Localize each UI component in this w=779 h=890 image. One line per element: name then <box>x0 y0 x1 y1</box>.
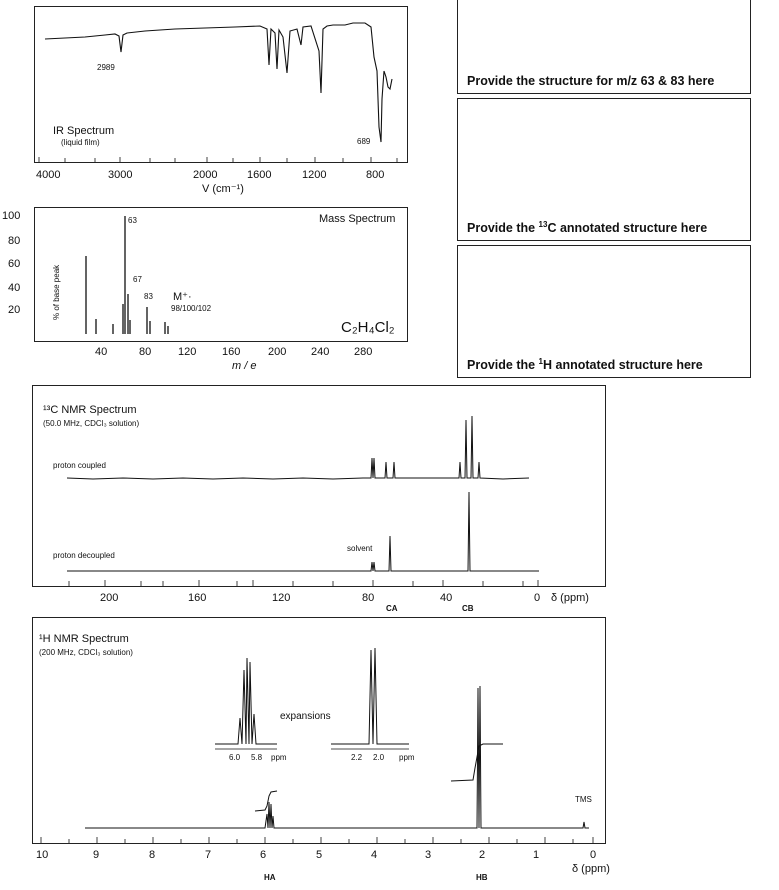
h1-expansion-1-trace <box>215 658 277 744</box>
h1-axis-unit: δ (ppm) <box>572 863 610 875</box>
c13-title: ¹³C NMR Spectrum <box>43 404 137 416</box>
c13-coupled-label: proton coupled <box>53 461 106 470</box>
ir-tick-1200: 1200 <box>302 169 327 181</box>
h1-tick-2: 2 <box>479 849 486 861</box>
mass-x-axis <box>0 340 420 374</box>
mass-formula: C₂H₄Cl₂ <box>341 319 395 336</box>
h1-tick-5: 5 <box>316 849 323 861</box>
mass-molecular-ion-masses: 98/100/102 <box>171 304 212 313</box>
h1-tick-3: 3 <box>425 849 432 861</box>
h1-ha-label: HA <box>264 873 276 882</box>
mass-xtick-200: 200 <box>268 346 287 358</box>
h1-tick-10: 10 <box>36 849 49 861</box>
mass-molecular-ion: M⁺· <box>173 291 192 303</box>
h1-nmr-panel <box>32 617 606 844</box>
ir-axis-label: V (cm⁻¹) <box>202 183 244 195</box>
c13-carbon-b: CB <box>462 604 474 613</box>
h1-tick-0: 0 <box>590 849 597 861</box>
ir-title: IR Spectrum <box>53 125 115 137</box>
h1-expansions-label: expansions <box>280 711 331 722</box>
mass-bars <box>86 216 168 334</box>
mass-xtick-160: 160 <box>222 346 241 358</box>
c13-tick-40: 40 <box>440 592 453 604</box>
mass-spectrum-panel <box>34 207 408 342</box>
mass-xtick-40: 40 <box>95 346 108 358</box>
answer-box-1h[interactable] <box>457 245 751 378</box>
ir-subtitle: (liquid film) <box>61 138 100 147</box>
ir-spectrum-panel <box>34 6 408 163</box>
mass-y-axis <box>0 205 36 325</box>
mass-spectrum-plot <box>35 208 407 341</box>
ir-tick-3000: 3000 <box>108 169 133 181</box>
h1-tick-1: 1 <box>533 849 540 861</box>
h1-exp1-tick-6.0: 6.0 <box>229 753 241 762</box>
h1-hb-label: HB <box>476 873 488 882</box>
answer-box-13c[interactable] <box>457 98 751 241</box>
h1-exp2-tick-ppm: ppm <box>399 753 415 762</box>
c13-decoupled-trace <box>67 492 539 571</box>
h1-exp2-tick-2.0: 2.0 <box>373 753 385 762</box>
answer-box-13c-label: Provide the $^{13}$C annotated structure here <box>467 219 708 235</box>
h1-tick-4: 4 <box>371 849 378 861</box>
ir-tick-800: 800 <box>366 169 385 181</box>
mass-xtick-80: 80 <box>139 346 152 358</box>
mass-xtick-280: 280 <box>354 346 373 358</box>
c13-carbon-a: CA <box>386 604 398 613</box>
mass-ytick-80: 80 <box>8 235 21 247</box>
h1-title: ¹H NMR Spectrum <box>39 633 129 645</box>
ir-tick-4000: 4000 <box>36 169 61 181</box>
c13-axis-unit: δ (ppm) <box>551 592 589 604</box>
mass-ytick-20: 20 <box>8 304 21 316</box>
h1-expansion-2-trace <box>331 648 409 744</box>
ir-spectrum-plot <box>35 7 407 162</box>
ir-peak-2989: 2989 <box>97 63 115 72</box>
mass-peak-67: 67 <box>133 275 142 284</box>
ir-peak-689: 689 <box>357 137 371 146</box>
ir-tick-1600: 1600 <box>247 169 272 181</box>
mass-title: Mass Spectrum <box>319 213 396 225</box>
c13-decoupled-label: proton decoupled <box>53 551 115 560</box>
h1-axis <box>0 842 640 890</box>
answer-box-1h-label: Provide the $^1$H annotated structure here <box>467 356 703 372</box>
c13-tick-80: 80 <box>362 592 375 604</box>
h1-exp1-tick-ppm: ppm <box>271 753 287 762</box>
mass-ytick-60: 60 <box>8 258 21 270</box>
c13-tick-120: 120 <box>272 592 291 604</box>
mass-xtick-240: 240 <box>311 346 330 358</box>
mass-peak-63: 63 <box>128 216 137 225</box>
h1-tick-7: 7 <box>205 849 212 861</box>
c13-tick-160: 160 <box>188 592 207 604</box>
h1-exp1-tick-5.8: 5.8 <box>251 753 263 762</box>
h1-tick-8: 8 <box>149 849 156 861</box>
answer-box-fragments-label: Provide the structure for m/z 63 & 83 here <box>467 74 715 88</box>
mass-ytick-40: 40 <box>8 282 21 294</box>
h1-tick-9: 9 <box>93 849 100 861</box>
c13-solvent-label: solvent <box>347 544 373 553</box>
h1-integral-a <box>255 791 277 811</box>
mass-peak-83: 83 <box>144 292 153 301</box>
c13-tick-0: 0 <box>534 592 541 604</box>
h1-tick-6: 6 <box>260 849 267 861</box>
c13-nmr-panel <box>32 385 606 587</box>
c13-subtitle: (50.0 MHz, CDCl₃ solution) <box>43 419 140 428</box>
mass-ylabel: % of base peak <box>52 264 61 320</box>
ir-axis <box>0 160 420 200</box>
h1-trace <box>85 686 589 828</box>
answer-box-fragments[interactable] <box>457 0 751 94</box>
h1-nmr-plot <box>33 618 605 843</box>
c13-tick-200: 200 <box>100 592 119 604</box>
h1-exp2-tick-2.2: 2.2 <box>351 753 363 762</box>
h1-subtitle: (200 MHz, CDCl₃ solution) <box>39 648 133 657</box>
mass-xlabel: m / e <box>232 360 257 372</box>
c13-nmr-plot <box>33 386 605 586</box>
mass-xtick-120: 120 <box>178 346 197 358</box>
mass-ytick-100: 100 <box>2 210 21 222</box>
ir-tick-2000: 2000 <box>193 169 218 181</box>
h1-tms-label: TMS <box>575 795 592 804</box>
